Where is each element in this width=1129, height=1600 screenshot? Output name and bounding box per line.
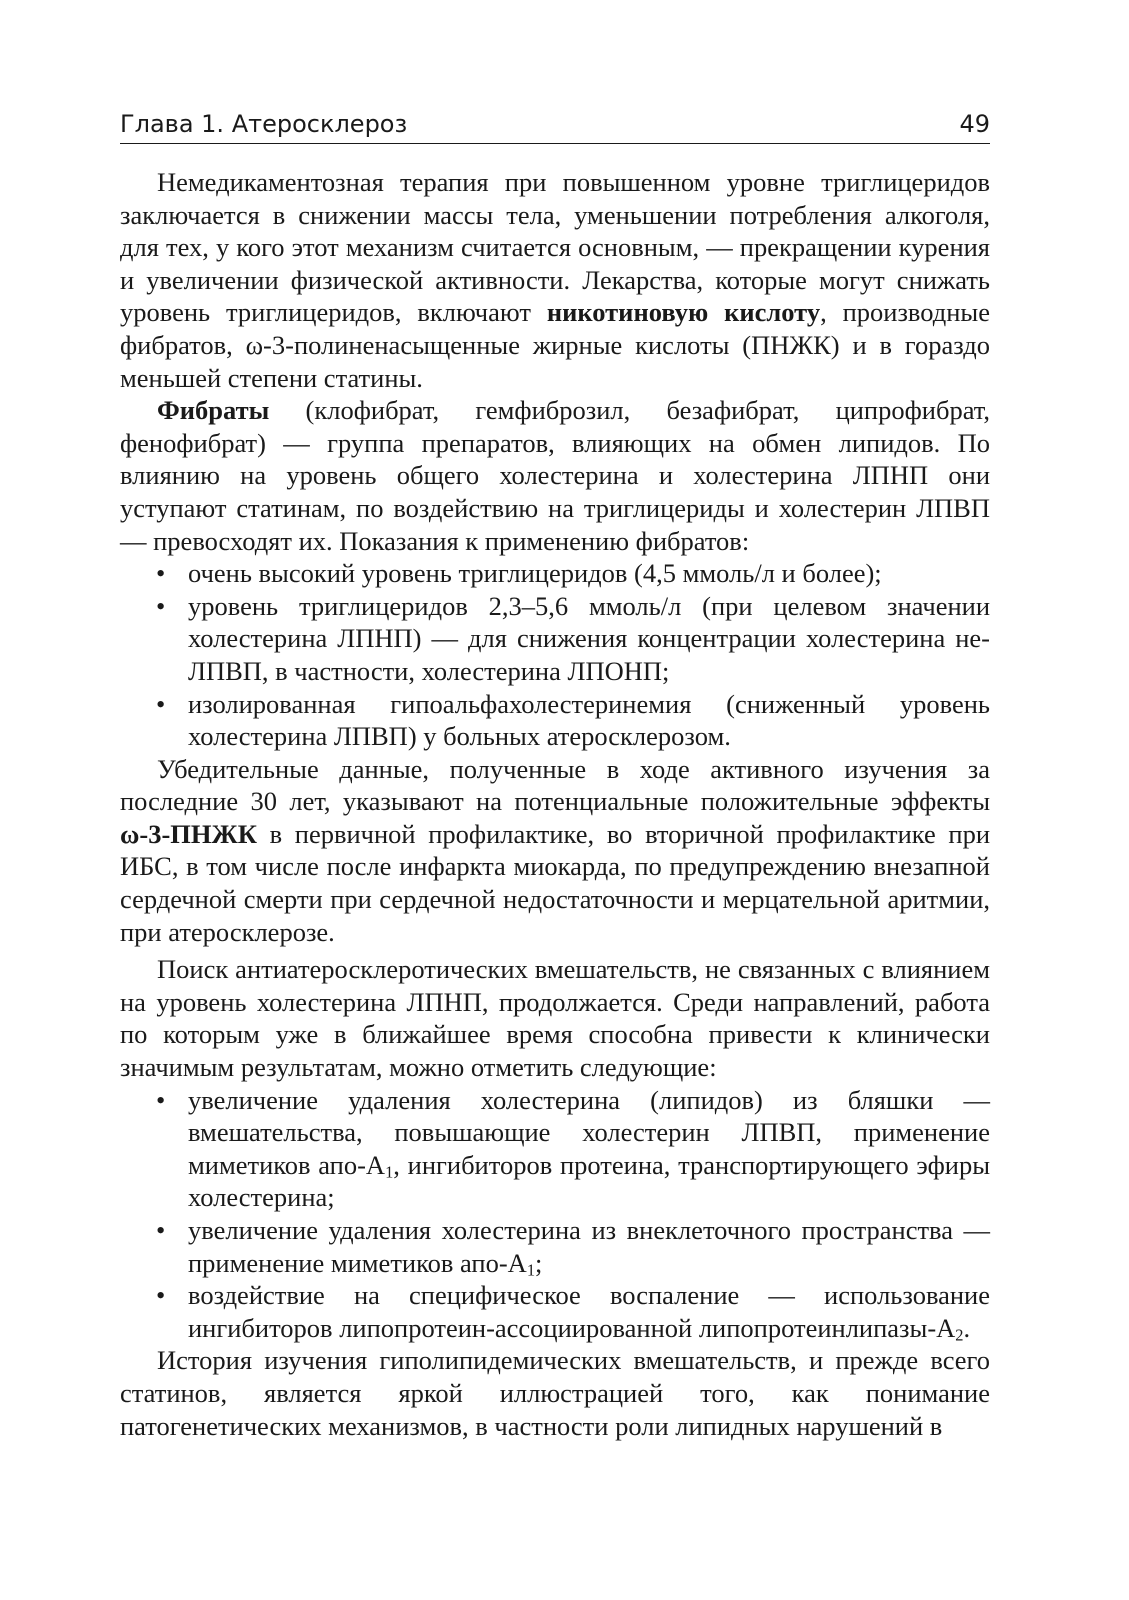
bold-term-nicotinic-acid: никотиновую кислоту bbox=[546, 297, 821, 328]
list-item bbox=[120, 1214, 990, 1279]
list-item-text: ; bbox=[535, 1247, 543, 1278]
fibrate-indications-list bbox=[120, 557, 990, 753]
text-run: Поиск антиатеросклеротических вмешательств, не связанных с влиянием на уровень холестерина ЛПНП, продолжается. Среди направлений, работа по которым уже в ближайшее время способна привести к клинически значимым результатам, можно отметить следующие: bbox=[120, 954, 990, 1083]
body-text bbox=[120, 166, 990, 1442]
subscript: 1 bbox=[385, 1162, 394, 1182]
bold-term-omega3: ω-3-ПНЖК bbox=[120, 818, 257, 849]
list-item bbox=[120, 1279, 990, 1344]
page-number: 49 bbox=[959, 110, 990, 138]
subscript: 1 bbox=[526, 1259, 536, 1279]
paragraph-antiatherosclerotic-search bbox=[120, 953, 990, 1083]
list-item-text: , ингибиторов протеина, транспортирующего эфиры холестерина; bbox=[188, 1149, 990, 1213]
list-item-text: увеличение удаления холестерина из внеклеточного пространства — применение миметиков апо-А bbox=[188, 1215, 990, 1278]
list-item-text: . bbox=[963, 1312, 971, 1343]
list-item bbox=[120, 1084, 990, 1214]
text-run: Немедикаментозная терапия при повышенном уровне триглицеридов заключается в снижении массы тела, уменьшении потребления алкоголя, для тех, у кого этот механизм считается основным, — прекращении курения и увеличении физической активности. Лекарства, которые могут снижать уровень триглицеридов, включают bbox=[120, 167, 990, 328]
list-item-text: уровень триглицеридов 2,3–5,6 ммоль/л (при целевом значении холестерина ЛПНП) — для снижения концентрации холестерина не-ЛПВП, в частности, холестерина ЛПОНП; bbox=[188, 590, 990, 686]
text-run: в первичной профилактике, во вторичной профилактике при ИБС, в том числе после инфаркта миокарда, по предупреждению внезапной сердечной смерти при сердечной недостаточности и мерцательной аритмии, при атеросклерозе. bbox=[120, 818, 990, 947]
bullet-marker: • bbox=[156, 558, 166, 589]
document-page bbox=[120, 108, 990, 1442]
text-run: История изучения гиполипидемических вмешательств, и прежде всего статинов, является яркой иллюстрацией того, как понимание патогенетических механизмов, в частности роли липидных нарушений в bbox=[120, 1345, 990, 1441]
list-item bbox=[120, 590, 990, 688]
bold-term-fibrates: Фибраты bbox=[157, 395, 270, 426]
list-item-text: очень высокий уровень триглицеридов (4,5 ммоль/л и более); bbox=[188, 558, 882, 589]
bullet-marker: • bbox=[156, 1215, 166, 1245]
list-item bbox=[120, 688, 990, 753]
list-item-text: увеличение удаления холестерина (липидов) из бляшки — вмешательства, повышающие холестерин ЛПВП, применение миметиков апо-А bbox=[188, 1084, 990, 1180]
bullet-marker: • bbox=[156, 590, 166, 621]
list-item-text: воздействие на специфическое воспаление — использование ингибиторов липопротеин-ассоциированной липопротеинлипазы-А bbox=[188, 1280, 990, 1343]
paragraph-fibrates bbox=[120, 394, 990, 557]
list-item bbox=[120, 557, 990, 590]
paragraph-history bbox=[120, 1344, 990, 1442]
bullet-marker: • bbox=[156, 1084, 166, 1115]
bullet-marker: • bbox=[156, 688, 166, 719]
chapter-title: Глава 1. Атеросклероз bbox=[120, 110, 408, 138]
text-run: , производные фибратов, ω-3-полиненасыщенные жирные кислоты (ПНЖК) и в гораздо меньшей степени статины. bbox=[120, 297, 990, 393]
subscript: 2 bbox=[955, 1325, 964, 1345]
bullet-marker: • bbox=[156, 1280, 166, 1311]
paragraph-omega3 bbox=[120, 753, 990, 949]
research-directions-list bbox=[120, 1084, 990, 1345]
paragraph-nondrug-therapy bbox=[120, 166, 990, 394]
running-header bbox=[120, 108, 990, 144]
text-run: (клофибрат, гемфиброзил, безафибрат, ципрофибрат, фенофибрат) — группа препаратов, влияющих на обмен липидов. По влиянию на уровень общего холестерина и холестерина ЛПНП они уступают статинам, по воздействию на триглицериды и холестерин ЛПВП — превосходят их. Показания к применению фибратов: bbox=[120, 395, 990, 556]
text-run: Убедительные данные, полученные в ходе активного изучения за последние 30 лет, указывают на потенциальные положительные эффекты bbox=[120, 753, 990, 817]
list-item-text: изолированная гипоальфахолестеринемия (сниженный уровень холестерина ЛПВП) у больных атеросклерозом. bbox=[188, 688, 990, 752]
